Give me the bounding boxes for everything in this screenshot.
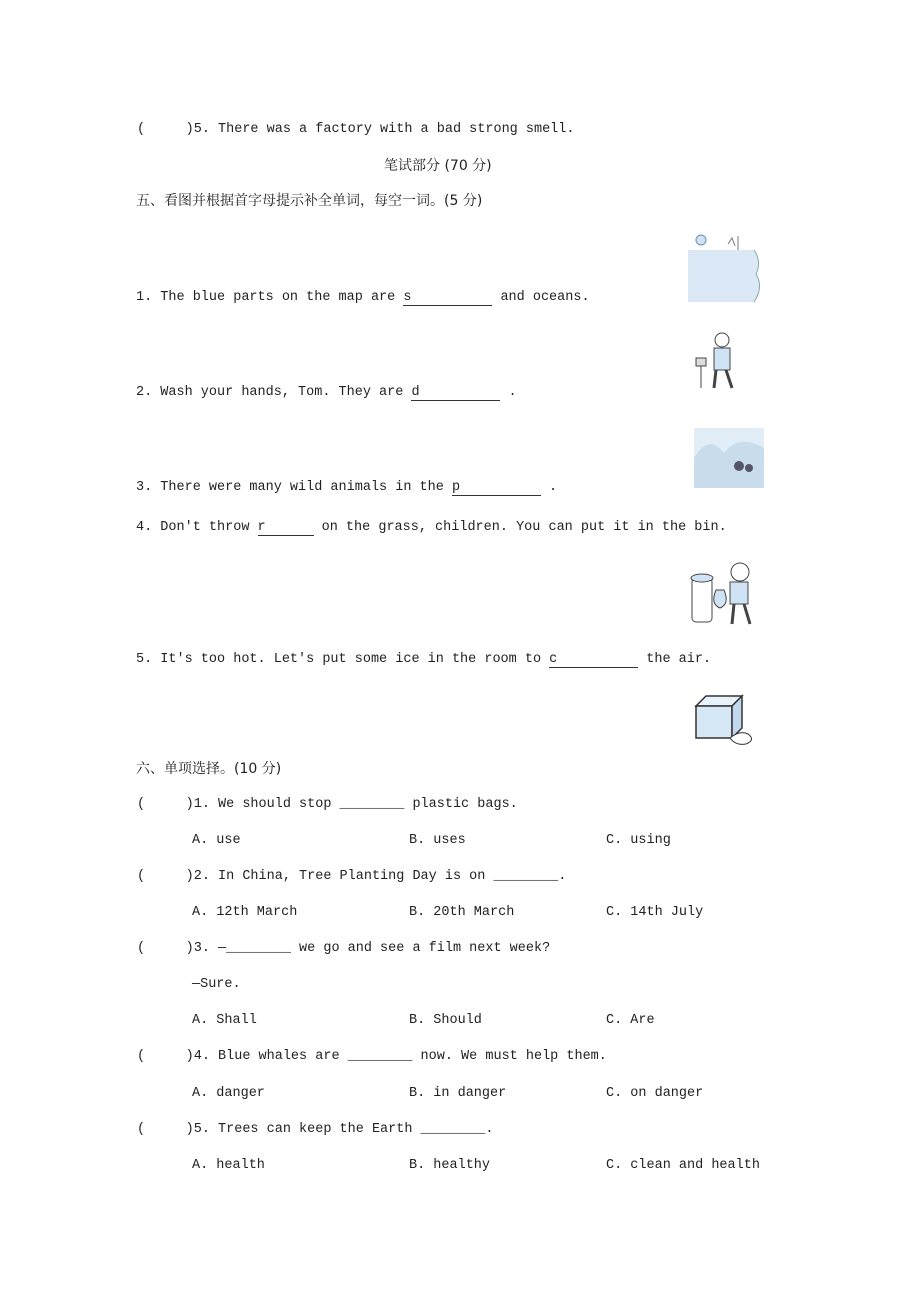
option-c[interactable]: C. clean and health — [606, 1158, 760, 1173]
item-text: 5. There was a factory with a bad strong smell. — [193, 122, 575, 137]
answer-blank[interactable]: p — [452, 480, 541, 496]
answer-blank[interactable]: r — [258, 520, 314, 536]
option-a[interactable]: A. health — [192, 1158, 265, 1173]
dirty-hands-icon — [694, 330, 738, 392]
option-b[interactable]: B. Should — [409, 1013, 482, 1028]
item-text: 5. It's too hot. Let's put some ice in the room to — [136, 652, 550, 667]
question-text: 3. —________ we go and see a film next week? — [193, 941, 551, 956]
choice-question-3 — [137, 940, 550, 958]
item-text: 2. Wash your hands, Tom. They are — [136, 385, 412, 400]
question-text: 1. We should stop ________ plastic bags. — [193, 797, 518, 812]
option-c[interactable]: C. using — [606, 833, 671, 848]
option-a[interactable]: A. danger — [192, 1086, 265, 1101]
choice-question-5 — [137, 1121, 493, 1139]
section5-heading: 五、看图并根据首字母提示补全单词，每空一词。(5 分) — [136, 193, 483, 209]
option-c[interactable]: C. 14th July — [606, 905, 704, 920]
fill-item-2 — [136, 384, 517, 402]
fill-item-1 — [136, 289, 590, 307]
item-text: and oceans. — [492, 290, 590, 305]
dialogue-reply: —Sure. — [192, 977, 241, 992]
answer-paren[interactable]: ( ) — [137, 1122, 194, 1137]
prev-item-5 — [137, 121, 574, 139]
option-b[interactable]: B. in danger — [409, 1086, 507, 1101]
past-landscape-icon — [694, 428, 764, 488]
answer-paren[interactable]: ( ) — [137, 1049, 194, 1064]
answer-paren[interactable]: ( ) — [137, 941, 194, 956]
item-text: 4. Don't throw — [136, 520, 258, 535]
item-text: 1. The blue parts on the map are — [136, 290, 404, 305]
question-text: 5. Trees can keep the Earth ________. — [193, 1122, 494, 1137]
section6-heading: 六、单项选择。(10 分) — [136, 761, 282, 777]
fill-item-5 — [136, 651, 711, 669]
item-text: 3. There were many wild animals in the — [136, 480, 452, 495]
item-text: on the grass, children. You can put it in the bin. — [313, 520, 727, 535]
fill-item-4 — [136, 519, 727, 537]
option-a[interactable]: A. Shall — [192, 1013, 257, 1028]
map-sea-icon — [688, 232, 766, 304]
answer-paren[interactable]: ( ) — [137, 869, 194, 884]
option-b[interactable]: B. uses — [409, 833, 466, 848]
fill-item-3 — [136, 479, 557, 497]
option-b[interactable]: B. 20th March — [409, 905, 515, 920]
option-a[interactable]: A. use — [192, 833, 241, 848]
ice-cube-icon — [692, 694, 758, 746]
choice-question-2 — [137, 868, 566, 886]
answer-paren[interactable]: ( ) — [137, 797, 194, 812]
item-text: . — [540, 480, 558, 495]
choice-question-1 — [137, 796, 518, 814]
answer-blank[interactable]: c — [549, 652, 638, 668]
written-section-title: 笔试部分 (70 分) — [384, 158, 492, 174]
item-text: . — [500, 385, 517, 400]
option-c[interactable]: C. Are — [606, 1013, 655, 1028]
choice-question-4 — [137, 1048, 607, 1066]
option-b[interactable]: B. healthy — [409, 1158, 491, 1173]
answer-blank[interactable]: s — [403, 290, 492, 306]
question-text: 4. Blue whales are ________ now. We must help them. — [193, 1049, 607, 1064]
answer-paren[interactable]: ( ) — [137, 122, 194, 137]
item-text: the air. — [638, 652, 712, 667]
answer-blank[interactable]: d — [411, 385, 500, 401]
question-text: 2. In China, Tree Planting Day is on ________. — [193, 869, 567, 884]
option-c[interactable]: C. on danger — [606, 1086, 704, 1101]
option-a[interactable]: A. 12th March — [192, 905, 298, 920]
rubbish-bin-icon — [690, 560, 756, 630]
